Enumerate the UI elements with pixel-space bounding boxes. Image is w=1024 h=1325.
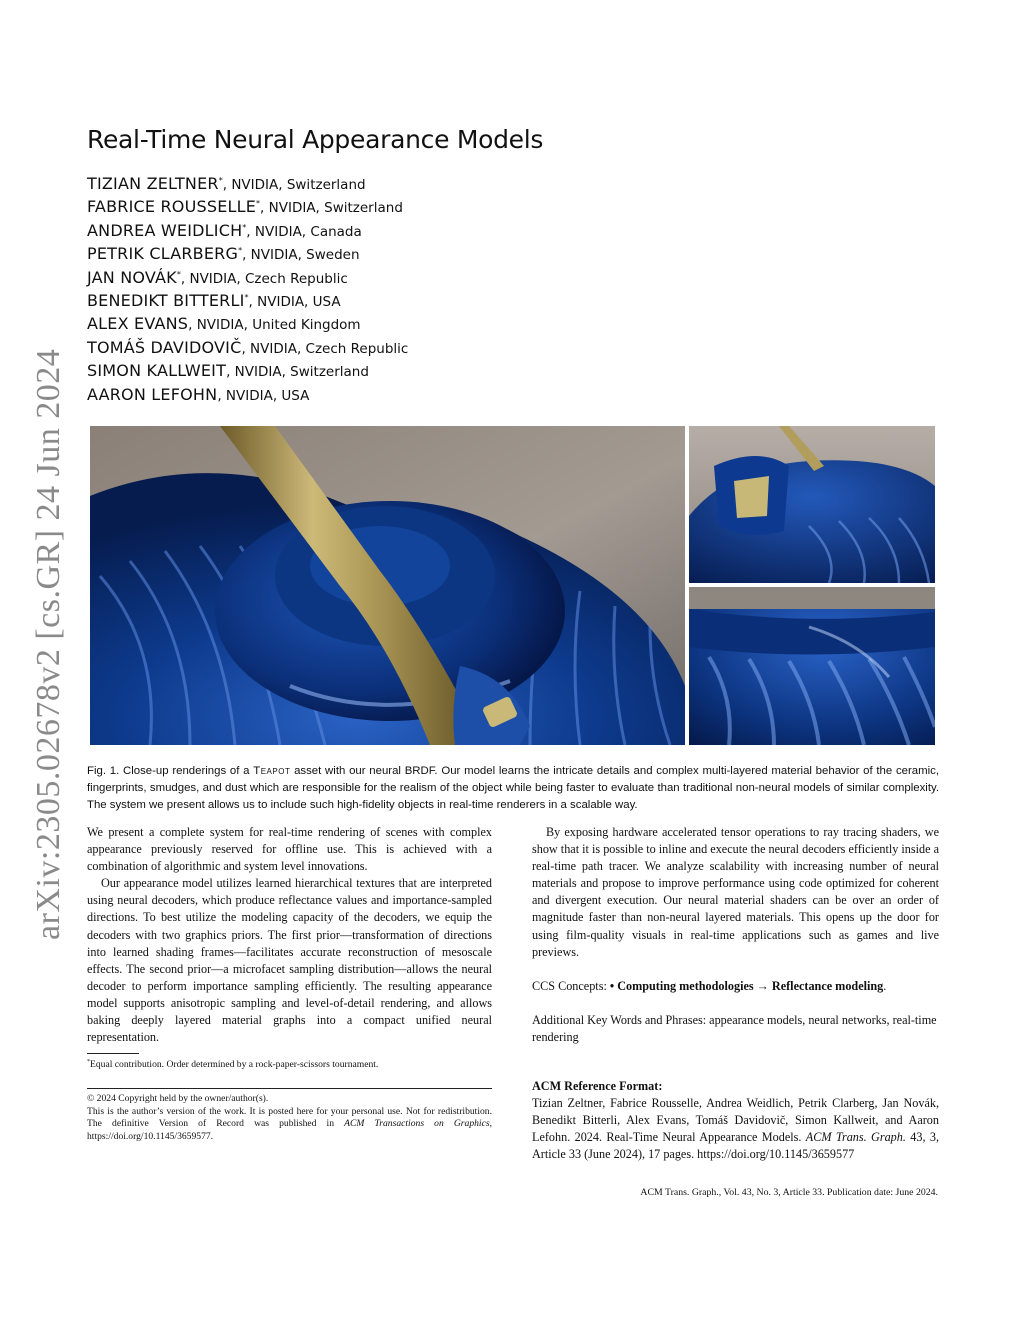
author-entry — [87, 385, 408, 408]
author-affiliation: , NVIDIA, Sweden — [242, 247, 360, 264]
author-entry — [87, 361, 408, 384]
footnote — [87, 1059, 492, 1070]
author-entry — [87, 197, 408, 220]
figure-caption-prefix: Fig. 1. Close-up renderings of a — [87, 765, 254, 777]
author-mark: * — [244, 292, 249, 302]
paper-title: Real-Time Neural Appearance Models — [87, 125, 544, 154]
copyright-statement — [87, 1106, 492, 1144]
figure-caption — [87, 763, 939, 814]
author-name: ALEX EVANS — [87, 314, 189, 334]
ccs-concept-bold: • Computing methodologies → Reflectance modeling — [609, 978, 884, 993]
abstract-right-column — [532, 824, 939, 1046]
author-name: SIMON KALLWEIT — [87, 361, 227, 381]
author-name: BENEDIKT BITTERLI — [87, 290, 245, 310]
abstract-left-column — [87, 824, 492, 1046]
author-affiliation: , NVIDIA, Switzerland — [222, 177, 366, 193]
footnote-mark: * — [87, 1059, 90, 1065]
copyright-statement-text: This is the author’s version of the work. It is posted here for your personal use. Not for redistribution. The definitive Version of Record was published in — [87, 1105, 492, 1130]
acm-reference-heading: ACM Reference Format: — [532, 1079, 663, 1093]
abstract-paragraph: By exposing hardware accelerated tensor operations to ray tracing shaders, we show that it is possible to inline and execute the neural decoders efficiently inside a real-time path tracer. We analyze scalability with increasing number of neural materials and propose to improve performance using code optimized for coherent and divergent execution. Our neural material shaders can be over an order of magnitude faster than non-neural layered materials. This opens up the door for using film-quality visuals in real-time applications such as games and live previews. — [532, 825, 939, 959]
author-mark: * — [176, 269, 181, 279]
author-mark: * — [238, 246, 243, 256]
copyright-line: © 2024 Copyright held by the owner/author(s). — [87, 1093, 269, 1104]
author-affiliation: , NVIDIA, Canada — [246, 223, 362, 240]
author-name: ANDREA WEIDLICH — [87, 220, 243, 240]
copyright-rule — [87, 1088, 492, 1089]
figure-caption-rest: asset with our neural BRDF. Our model learns the intricate details and complex multi-layered material behavior of the ceramic, fingerprints, smudges, and dust which are responsible for the realism of the object while being faster to evaluate than traditional non-neural models of similar complexity. The system we present allows us to include such high-fidelity objects in real-time renderers in a scalable way. — [87, 765, 940, 811]
running-footer: ACM Trans. Graph., Vol. 43, No. 3, Article 33. Publication date: June 2024. — [640, 1187, 938, 1198]
author-list — [87, 174, 408, 408]
author-name: PETRIK CLARBERG — [87, 244, 239, 264]
acm-reference-citation: Tizian Zeltner, Fabrice Rousselle, Andrea Weidlich, Petrik Clarberg, Jan Novák, Benedikt Bitterli, Alex Evans, Tomáš Davidovič, Simon Kallweit, and Aaron Lefohn. 2024. Real-Time Neural Appearance Models. — [532, 1096, 939, 1145]
author-entry — [87, 291, 408, 314]
ccs-prefix: CCS Concepts: — [532, 978, 610, 993]
author-affiliation: , NVIDIA, USA — [217, 387, 310, 404]
figure-caption-asset: Teapot — [253, 765, 291, 777]
acm-reference-journal: ACM Trans. Graph. — [805, 1130, 906, 1145]
abstract-paragraph: Our appearance model utilizes learned hierarchical textures that are interpreted using neural decoders, which produce reflectance values and importance-sampled directions. To best utilize the modeling capacity of the decoders, we equip the decoders with two graphics priors. The first prior—transformation of directions into learned shading frames—facilitates accurate reconstruction of mesoscale effects. The second prior—a microfacet sampling distribution—allows the neural decoder to perform importance sampling efficiently. The resulting appearance model supports anisotropic sampling and level-of-detail rendering, and allows baking deeply layered material graphs into a compact unified neural representation. — [87, 876, 492, 1045]
author-name: TIZIAN ZELTNER — [87, 174, 219, 193]
ccs-suffix: . — [883, 978, 887, 993]
keywords: Additional Key Words and Phrases: appearance models, neural networks, real-time rendering — [532, 1012, 937, 1044]
acm-reference-format — [532, 1078, 939, 1163]
copyright-doi: , https://doi.org/10.1145/3659577. — [87, 1118, 492, 1142]
author-affiliation: , NVIDIA, USA — [248, 293, 341, 310]
author-affiliation: , NVIDIA, Switzerland — [226, 364, 369, 381]
figure-teapot-inset-top-image — [689, 426, 935, 583]
author-name: FABRICE ROUSSELLE — [87, 197, 257, 217]
author-entry — [87, 338, 408, 361]
author-affiliation: , NVIDIA, Czech Republic — [241, 340, 409, 357]
author-affiliation: , NVIDIA, United Kingdom — [188, 317, 361, 334]
ccs-concepts — [532, 978, 939, 995]
author-name: JAN NOVÁK — [87, 267, 177, 287]
footnote-text: Equal contribution. Order determined by a rock-paper-scissors tournament. — [90, 1059, 379, 1071]
figure-teapot-inset-bottom-image — [689, 587, 935, 745]
copyright-journal: ACM Transactions on Graphics — [344, 1118, 490, 1130]
acm-reference-doi: 43, 3, Article 33 (June 2024), 17 pages. https://doi.org/10.1145/3659577 — [532, 1130, 939, 1162]
abstract-paragraph: We present a complete system for real-time rendering of scenes with complex appearance previously reserved for offline use. This is achieved with a combination of algorithmic and system level innovations. — [87, 825, 492, 874]
footnote-rule — [87, 1053, 139, 1054]
acm-reference-text — [532, 1095, 939, 1163]
author-name: AARON LEFOHN — [87, 384, 218, 404]
arxiv-stamp: arXiv:2305.02678v2 [cs.GR] 24 Jun 2024 — [30, 348, 67, 940]
author-entry — [87, 268, 408, 291]
author-mark: * — [242, 222, 247, 232]
author-entry — [87, 174, 408, 197]
author-entry — [87, 221, 408, 244]
author-affiliation: , NVIDIA, Czech Republic — [180, 270, 348, 287]
author-mark: * — [256, 199, 261, 209]
author-entry — [87, 244, 408, 267]
author-name: TOMÁŠ DAVIDOVIČ — [87, 337, 242, 357]
author-entry — [87, 314, 408, 337]
copyright-notice — [87, 1093, 492, 1143]
author-mark: * — [218, 176, 223, 185]
figure-teapot-main-image — [90, 426, 685, 745]
author-affiliation: , NVIDIA, Switzerland — [260, 200, 403, 217]
